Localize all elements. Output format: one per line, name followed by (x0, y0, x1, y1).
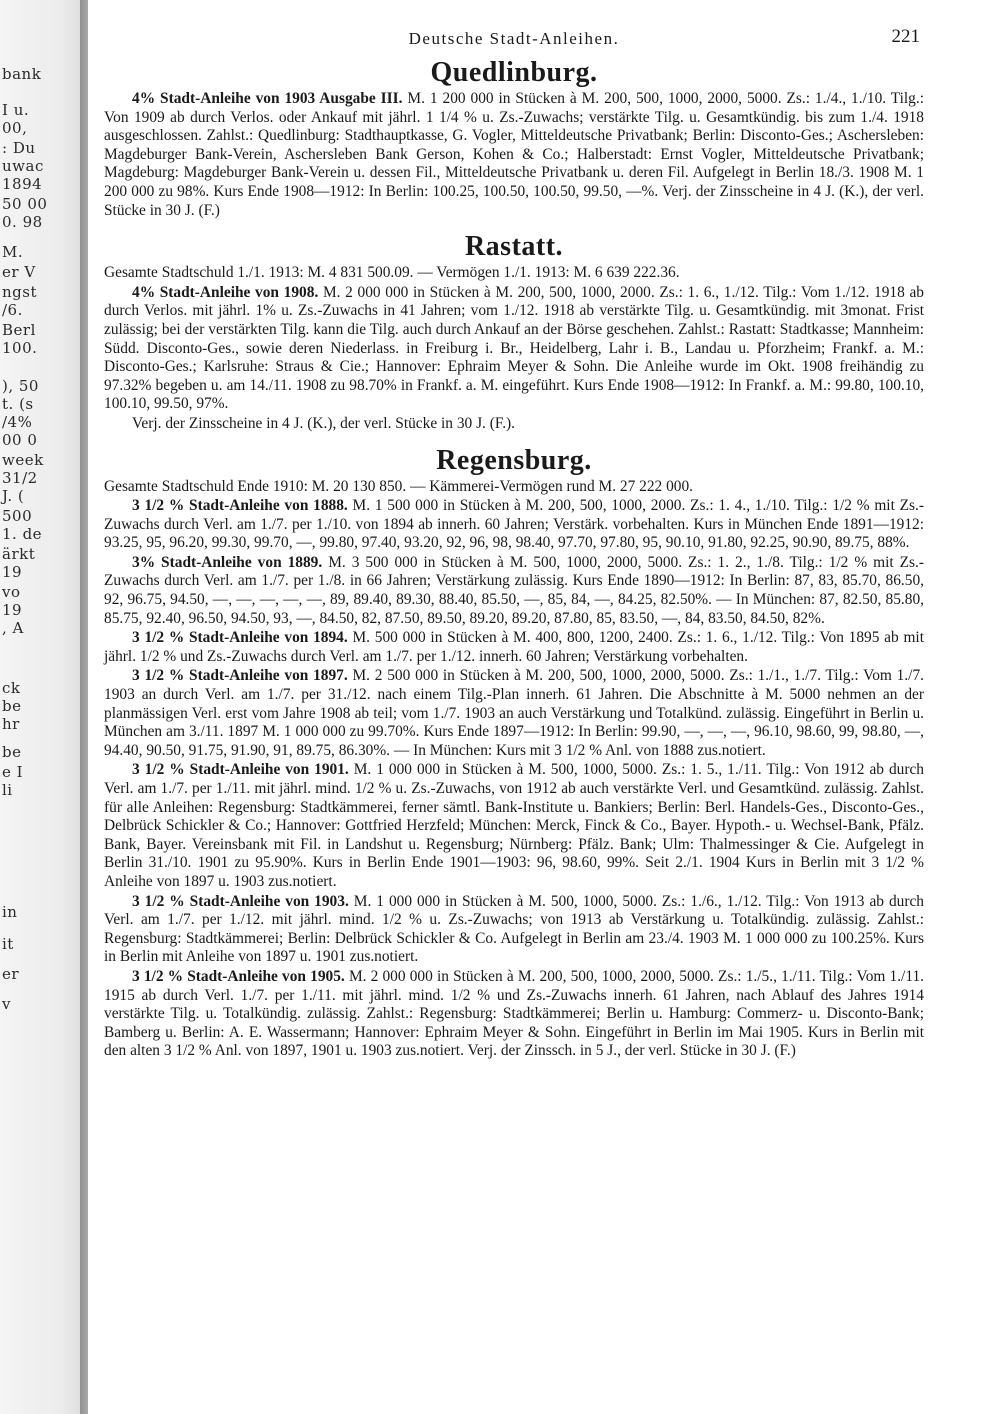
bond-entry (104, 968, 924, 1061)
bond-text: M. 1 000 000 in Stücken à M. 500, 1000, 5000. Zs.: 1. 5., 1./11. Tilg.: Von 1912 ab durch Verl. am 1./7. per 1./11. mit jährl. mind. 1/2 % u. Zs.-Zuwachs, von 1912 ab auch verstärkte Verl. und Gesamtkünd. zulässig. Zahlst. für alle Anleihen: Regensburg: Stadtkämmerei, ferner sämtl. Bank-Institute u. Bankiers; Berlin: Berl. Handels-Ges., Disconto-Ges., Delbrück Schickler & Co.; Hannover: Gottfried Herzfeld; München: Merck, Finck & Co., Bayer. Hypoth.- u. Wechsel-Bank, Pfälz. Bank, Bayer. Vereinsbank mit Fil. in Landshut u. Regensburg; Nürnberg: Pfälz. Bank; Ulm: Thalmessinger & Cie. Aufgelegt in Berlin 31./10. 1901 zu 95.90%. Kurs in Berlin Ende 1901—1903: 96, 98.60, 99%. Seit 2./1. 1904 Kurs in Berlin mit 3 1/2 % Anleihe von 1897 u. 1903 zus.notiert. (104, 761, 924, 890)
bond-entry (104, 893, 924, 967)
limitation-note (104, 415, 924, 434)
bond-title: 3 1/2 % Stadt-Anleihe von 1894. (132, 629, 348, 647)
bond-text: M. 1 500 000 in Stücken à M. 200, 500, 1000, 2000. Zs.: 1. 4., 1./10. Tilg.: 1/2 % mit Zs.-Zuwachs durch Verl. am 1./7. per 1./10. von 1894 ab innerh. 60 Jahren; Verstärk. vorbehalten. Kurs in München Ende 1891—1912: 93.25, 95, 96.20, 99.30, 99.70, —, 99.80, 97.40, 93.20, 92, 96, 98, 98.40, 97.70, 97.80, 95, 90.10, 91.80, 92.25, 90.90, 89.75, 88%. (104, 497, 924, 552)
gutter-text-fragment: ), 50 (2, 377, 39, 395)
limitation-text: Verj. der Zinsscheine in 4 J. (K.), der verl. Stücke in 30 J. (F.). (132, 414, 516, 432)
document-page (104, 22, 924, 1071)
bond-entry (104, 761, 924, 891)
gutter-text-fragment: M. (2, 243, 24, 261)
bond-title: 3 1/2 % Stadt-Anleihe von 1901. (132, 761, 349, 779)
city-section-regensburg (104, 444, 924, 1061)
gutter-text-fragment: I u. (2, 101, 30, 119)
bond-text: M. 2 000 000 in Stücken à M. 200, 500, 1000, 2000, 5000. Zs.: 1./5., 1./11. Tilg.: Vom 1./11. 1915 ab durch Verl. 1./7. per 1./11. mit jährl. mind. 1/2 % und Zs.-Zuwachs innerh. 61 Jahren, nach Ablauf des Jahres 1914 verstärkte Tilg. u. Totalkündig. zulässig. Zahlst.: Regensburg: Stadtkämmerei; Berlin u. Hamburg: Commerz- u. Disconto-Bank; Bamberg u. Berlin: A. E. Wassermann; Hannover: Ephraim Meyer & Sohn. Eingeführt in Berlin im Mai 1905. Kurs in Berlin mit den alten 3 1/2 % Anl. von 1897, 1901 u. 1903 zus.notiert. Verj. der Zinssch. in 5 J., der verl. Stücke in 30 J. (F.) (104, 967, 924, 1060)
gutter-text-fragment: 50 00 (2, 195, 48, 213)
gutter-text-fragment: t. (s (2, 395, 34, 413)
gutter-text-fragment: ngst (2, 283, 37, 301)
city-section-rastatt (104, 230, 924, 433)
bond-title: 3% Stadt-Anleihe von 1889. (132, 553, 323, 571)
gutter-text-fragment: 0. 98 (2, 213, 43, 231)
bond-entry (104, 90, 924, 220)
bond-title: 3 1/2 % Stadt-Anleihe von 1888. (132, 497, 348, 515)
gutter-text-fragment: vo (2, 583, 21, 601)
gutter-text-fragment: ärkt (2, 545, 36, 563)
debt-summary (104, 264, 924, 283)
gutter-text-fragment: er (2, 965, 20, 983)
gutter-text-fragment: 1. de (2, 525, 43, 543)
gutter-text-fragment: 31/2 (2, 469, 38, 487)
gutter-text-fragment: ck (2, 679, 21, 697)
bond-text: M. 1 200 000 in Stücken à M. 200, 500, 1000, 2000, 5000. Zs.: 1./4., 1./10. Tilg.: Von 1909 ab durch Verlos. oder Ankauf mit jährl. 1 1/4 % u. Zs.-Zuwachs; verstärkte Tilg. u. Gesamtkündig. bis zum 1./4. 1918 ausgeschlossen. Zahlst.: Quedlinburg: Stadthauptkasse, G. Vogler, Mitteldeutsche Privatbank; Berlin: Disconto-Ges.; Aschersleben: Magdeburger Bank-Verein, Aschersleben Bank Gerson, Kohen & Co.; Halberstadt: Ernst Vogler, Mitteldeutsche Privatbank; Magdeburg: Magdeburger Bank-Verein u. dessen Fil., Mitteldeutsche Privatbank u. deren Fil. Aufgelegt in Berlin 18./3. 1908 M. 1 200 000 zu 98%. Kurs Ende 1908—1912: In Berlin: 100.25, 100.50, 100.50, 99.50, —%. Verj. der Zinsscheine in 4 J. (K.), der verl. Stücke in 30 J. (F.) (104, 90, 924, 219)
bond-text: M. 3 500 000 in Stücken à M. 500, 1000, 2000, 5000. Zs.: 1. 2., 1./8. Tilg.: 1/2 % mit Zs.-Zuwachs durch Verl. am 1./7. per 1./8. in 66 Jahren; Verstärkung zulässig. Kurs Ende 1890—1912: In Berlin: 87, 83, 85.70, 86.50, 92, 96.75, 94.50, —, —, —, —, —, 89, 89.40, 89.30, 88.40, 85.50, —, 85, 84, —, 84.25, 82.50%. — In München: 87, 82.50, 85.80, 85.75, 92.40, 96.50, 94.50, 93, —, 84.50, 82, 87.50, 89.50, 89.20, 89.20, 87.80, 85, 83.50, —, 84, 83.50, 84.50, 82%. (104, 553, 924, 627)
gutter-text-fragment: /6. (2, 301, 23, 319)
bond-entry (104, 284, 924, 414)
gutter-text-fragment: week (2, 451, 44, 469)
adjacent-page-gutter (0, 0, 88, 1414)
gutter-text-fragment: J. ( (2, 487, 25, 505)
gutter-text-fragment: 100. (2, 339, 38, 357)
bond-entry (104, 554, 924, 628)
debt-summary-text: Gesamte Stadtschuld Ende 1910: M. 20 130 850. — Kämmerei-Vermögen rund M. 27 222 000. (104, 477, 694, 495)
city-heading: Regensburg. (436, 444, 592, 476)
running-title: Deutsche Stadt-Anleihen. (408, 29, 620, 48)
city-section-quedlinburg (104, 56, 924, 220)
bond-title: 3 1/2 % Stadt-Anleihe von 1905. (132, 967, 345, 985)
gutter-text-fragment: , A (2, 619, 24, 637)
gutter-text-fragment: e I (2, 763, 24, 781)
debt-summary (104, 478, 924, 497)
bond-title: 3 1/2 % Stadt-Anleihe von 1903. (132, 892, 349, 910)
gutter-text-fragment: in (2, 903, 18, 921)
debt-summary-text: Gesamte Stadtschuld 1./1. 1913: M. 4 831 500.09. — Vermögen 1./1. 1913: M. 6 639 222.36. (104, 264, 680, 282)
gutter-text-fragment: be (2, 743, 22, 761)
binding-shadow (80, 0, 88, 1414)
city-heading: Rastatt. (464, 231, 564, 263)
bond-text: M. 500 000 in Stücken à M. 400, 800, 1200, 2400. Zs.: 1. 6., 1./12. Tilg.: Von 1895 ab mit jährl. 1/2 % und Zs.-Zuwachs durch Verl. am 1./7. per 1./12. innerh. 60 Jahren; Verstärkung vorbehalten. (104, 629, 924, 665)
gutter-text-fragment: 00 0 (2, 431, 38, 449)
gutter-text-fragment: er V (2, 263, 36, 281)
gutter-text-fragment: li (2, 781, 13, 799)
bond-text: M. 2 000 000 in Stücken à M. 200, 500, 1000, 2000. Zs.: 1. 6., 1./12. Tilg.: Vom 1./12. 1918 ab durch Verlos. mit jährl. 1% u. Zs.-Zuwachs in 41 Jahren; vom 1./12. 1918 ab verstärkte Tilg. u. Gesamtkündig. mit 3monat. Frist zulässig; bei der verstärkten Tilg. kann die Tilg. auch durch Ankauf an der Börse geschehen. Zahlst.: Rastatt: Stadtkasse; Mannheim: Südd. Disconto-Ges., sowie deren Niederlass. in Freiburg i. Br., Heidelberg, Lahr i. B., Landau u. Pforzheim; Frankf. a. M.: Disconto-Ges.; Karlsruhe: Straus & Cie.; Hannover: Ephraim Meyer & Sohn. Die Anleihe wurde im Okt. 1908 freihändig zu 97.32% begeben u. am 14./11. 1908 zu 98.70% in Frankf. a. M. eingeführt. Kurs Ende 1908—1912: In Frankf. a. M.: 99.80, 100.10, 100.10, 99.50, 97%. (104, 283, 924, 413)
gutter-text-fragment: 19 (2, 601, 23, 619)
bond-entry (104, 629, 924, 666)
page-number: 221 (891, 26, 920, 47)
bond-entry (104, 667, 924, 760)
city-heading: Quedlinburg. (430, 57, 598, 88)
bond-text: M. 1 000 000 in Stücken à M. 500, 1000, 5000. Zs.: 1./6., 1./12. Tilg.: Von 1913 ab durch Verl. am 1./7. per 1./12. mit jährl. mind. 1/2 % u. Zs.-Zuwachs; von 1913 ab Verstärkung u. Totalkündig. zulässig. Zahlst.: Regensburg: Stadtkämmerei; Berlin: Delbrück Schickler & Co. Aufgelegt in Berlin am 23./4. 1903 M. 1 000 000 zu 100.25%. Kurs in Berlin mit Anleihe von 1897 u. 1901 zus.notiert. (104, 892, 924, 966)
bond-text: M. 2 500 000 in Stücken à M. 200, 500, 1000, 2000, 5000. Zs.: 1./1., 1./7. Tilg.: Vom 1./7. 1903 an durch Verl. am 1./7. per 31./12. nach einem Tilg.-Plan innerh. 61 Jahren. Die Abschnitte à M. 5000 nehmen an der planmässigen Verl. erst vom Jahre 1908 ab teil; vom 1./7. 1903 an auch Verstärkung und Totalkünd. zulässig. Eingeführt in Berlin u. München am 3./11. 1897 M. 1 000 000 zu 99.70%. Kurs Ende 1897—1912: In Berlin: 99.90, —, —, —, 96.10, 98.60, 99, 98.80, —, 94.40, 90.50, 91.75, 91.90, 91, 89.75, 86.30%. — In München: Kurs mit 3 1/2 % Anl. von 1888 zus.notiert. (104, 667, 925, 759)
gutter-text-fragment: hr (2, 715, 20, 733)
gutter-text-fragment: uwac (2, 157, 44, 175)
bond-title: 3 1/2 % Stadt-Anleihe von 1897. (132, 667, 348, 685)
gutter-text-fragment: v (2, 995, 11, 1013)
gutter-text-fragment: bank (2, 65, 42, 83)
gutter-text-fragment: 500 (2, 507, 33, 525)
gutter-text-fragment: 00, (2, 119, 28, 137)
gutter-text-fragment: be (2, 697, 22, 715)
bond-title: 4% Stadt-Anleihe von 1908. (132, 283, 319, 301)
running-head (104, 22, 924, 56)
gutter-text-fragment: : Du (2, 139, 36, 157)
gutter-text-fragment: 1894 (2, 175, 43, 193)
bond-entry (104, 497, 924, 553)
gutter-text-fragment: Berl (2, 321, 36, 339)
bond-title: 4% Stadt-Anleihe von 1903 Ausgabe III. (132, 90, 403, 107)
gutter-text-fragment: it (2, 935, 14, 953)
gutter-text-fragment: /4% (2, 413, 33, 431)
gutter-text-fragment: 19 (2, 563, 23, 581)
